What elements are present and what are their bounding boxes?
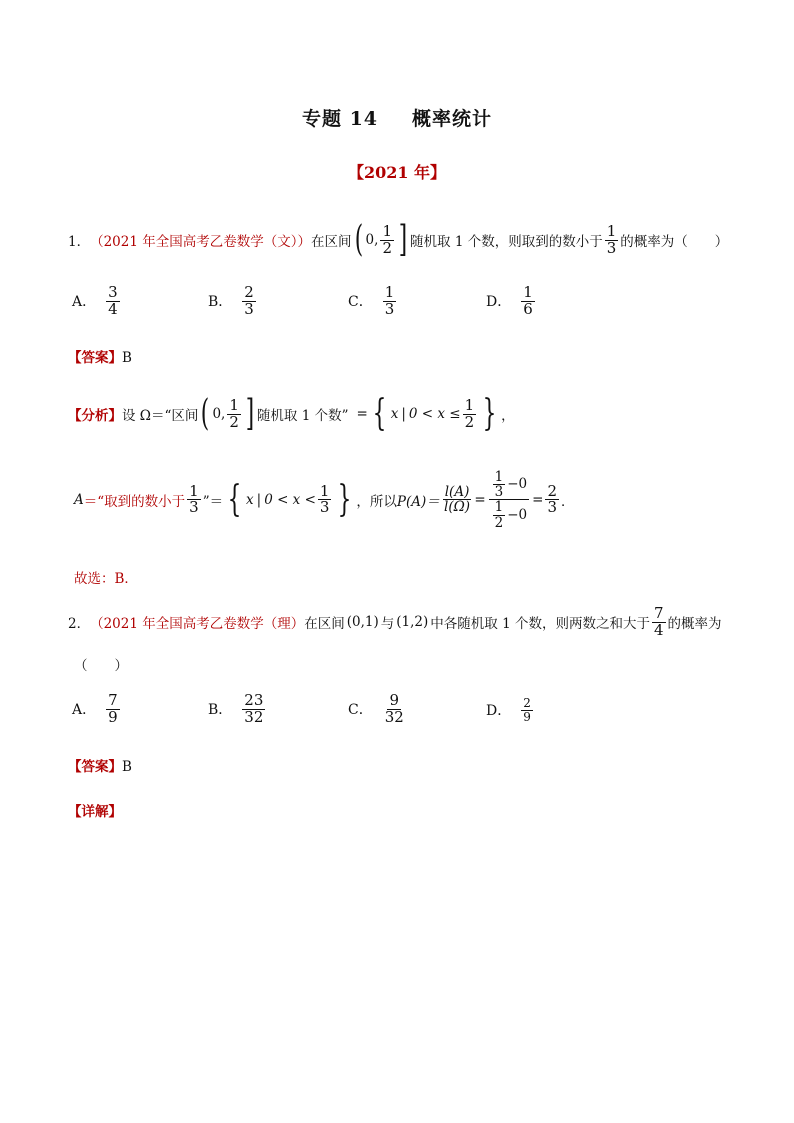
q1-stem-c: 的概率为（ ）: [620, 234, 729, 250]
q1-answer: 【答案】B: [68, 350, 132, 366]
q1-stem-a: 在区间: [311, 234, 352, 250]
q1-analysis-line2: A ＝“取到的数小于 $\frac{1}{3}$ ”＝ { x | 0 < x < $\frac{1}{3}$ } ，所以 P(A)＝ $\frac{l(A)}{l(\Omega)}$ = $\frac{1}{3}$ −0 $\frac{1}{2}$ −0 = $\frac{2}{3}$ ．: [74, 469, 575, 531]
q1-analysis-line1: 【分析】 设 Ω＝“区间 ( 0, $\frac{1}{2}$ ] 随机取 1 个数” = { x | 0 < x ≤ $\frac{1}{2}$ } ，: [68, 393, 515, 434]
q1-stem: 1． （2021 年全国高考乙卷数学（文）） 在区间 ( 0, $\frac{1}{2}$ ] 随机取 1 个数，则取到的数小于 $\frac{1}{3}$ 的概率为（ ）: [68, 219, 729, 260]
q2-option-a: A． $\frac{7}{9}$: [72, 691, 118, 726]
q1-third-fraction: $\frac{1}{3}$: [606, 221, 617, 257]
q1-option-c: C． $\frac{1}{3}$: [348, 283, 395, 318]
q1-stem-b: 随机取 1 个数，则取到的数小于: [410, 234, 603, 250]
q1-number: 1．: [68, 234, 91, 250]
q1-half-fraction: $\frac{1}{2}$: [382, 221, 392, 257]
q2-option-b: B． $\frac{23}{32}$: [208, 691, 264, 726]
title-right: 概率统计: [412, 108, 493, 130]
q2-stem: 2． （2021 年全国高考乙卷数学（理） 在区间 (0,1) 与 (1,2) 中各随机取 1 个数，则两数之和大于 $\frac{7}{4}$ 的概率为: [68, 604, 722, 639]
q2-option-d: D． $\frac{2}{9}$: [486, 696, 531, 724]
q1-source: （2021 年全国高考乙卷数学（文））: [90, 234, 311, 250]
q2-option-c: C． $\frac{9}{32}$: [348, 691, 404, 726]
q1-option-a: A． $\frac{3}{4}$: [72, 283, 118, 318]
q1-conclusion: 故选：B．: [74, 571, 138, 587]
analysis-label: 【分析】: [68, 408, 122, 424]
q2-detail-label: 【详解】: [68, 804, 122, 820]
q1-interval-left: 0,: [365, 232, 379, 248]
year-heading: 【2021 年】: [347, 163, 447, 182]
q2-answer: 【答案】B: [68, 759, 132, 775]
title-left: 专题 14: [301, 108, 379, 130]
q1-option-b: B． $\frac{2}{3}$: [208, 283, 254, 318]
q1-option-d: D． $\frac{1}{6}$: [486, 283, 533, 318]
page-title: [0, 104, 794, 131]
q2-stem-paren: （ ）: [74, 658, 128, 674]
